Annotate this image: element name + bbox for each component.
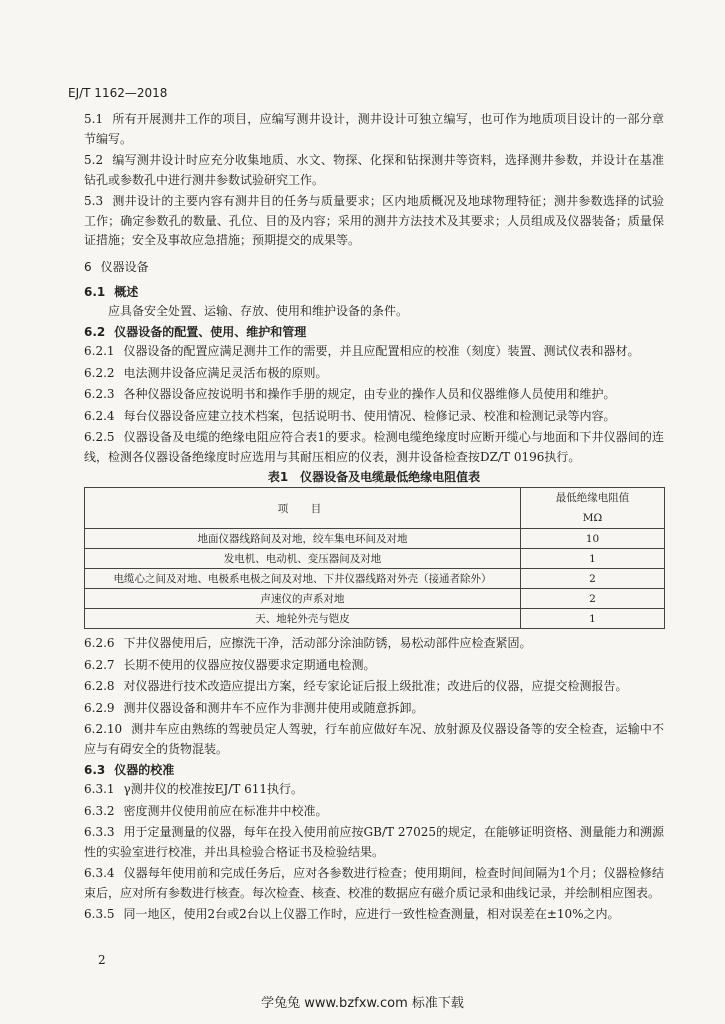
section-number: 6.3	[84, 763, 106, 777]
table-cell-value: 1	[521, 609, 665, 629]
section-6-2-heading	[84, 323, 664, 342]
clause-number: 5.3	[84, 194, 104, 208]
table-row	[85, 529, 665, 549]
table-cell-value: 2	[521, 589, 665, 609]
table-1-title: 表1 仪器设备及电缆最低绝缘电阻值表	[267, 470, 481, 484]
table-row	[85, 589, 665, 609]
clause-6-2-1	[84, 342, 664, 362]
clause-text: 仪器设备的配置应满足测井工作的需要，并且应配置相应的校准（刻度）装置、测试仪表和器材。	[123, 344, 640, 358]
section-6-3-heading	[84, 761, 664, 780]
clause-6-2-2	[84, 364, 664, 384]
table-cell-item: 声速仪的声系对地	[85, 589, 521, 609]
clause-number: 6.2.5	[84, 430, 115, 444]
chapter-title: 仪器设备	[100, 259, 149, 274]
chapter-6-heading	[84, 258, 664, 277]
clause-text: 用于定量测量的仪器，每年在投入使用前应按GB/T 27025的规定，在能够证明资格、测量能力和溯源性的实验室进行校准，并出具检验合格证书及检验结果。	[84, 825, 664, 859]
clause-6-2-6	[84, 634, 664, 654]
clause-number: 6.3.2	[84, 803, 115, 818]
table-header-item: 项 目	[85, 488, 521, 529]
clause-6-2-3	[84, 385, 664, 405]
clause-5-1	[84, 110, 664, 149]
chapter-number: 6	[84, 259, 92, 274]
clause-text: 测井车应由熟练的驾驶员定人驾驶，行车前应做好车况、放射源及仪器设备等的安全检查，运输中不应与有碍安全的货物混装。	[84, 722, 664, 756]
footer-watermark: 学兔兔 www.bzfxw.com 标准下载	[261, 996, 464, 1011]
table-row	[85, 609, 665, 629]
table-header-row	[85, 488, 665, 529]
clause-6-3-5	[84, 905, 664, 925]
clause-number: 6.3.5	[84, 907, 115, 921]
clause-text: 对仪器进行技术改造应提出方案，经专家论证后报上级批准；改进后的仪器，应提交检测报告。	[123, 679, 628, 693]
table-cell-value: 2	[521, 569, 665, 589]
table-cell-item: 发电机、电动机、变压器间及对地	[85, 549, 521, 569]
table-header-value	[521, 488, 665, 529]
clause-6-3-2	[84, 802, 664, 822]
clause-text: 同一地区，使用2台或2台以上仪器工作时，应进行一致性检查测量，相对误差在±10%之内。	[123, 907, 620, 921]
section-number: 6.2	[84, 325, 106, 339]
page-content	[84, 110, 664, 927]
clause-6-2-9	[84, 699, 664, 719]
clause-5-2	[84, 151, 664, 190]
table-cell-value: 1	[521, 549, 665, 569]
clause-6-3-4	[84, 864, 664, 903]
clause-text: 仪器设备及电缆的绝缘电阻应符合表1的要求。检测电缆绝缘度时应断开缆心与地面和下井仪器间的连线，检测各仪器设备绝缘度时应选用与其耐压相应的仪表，测井设备检查按DZ/T 0196执行。	[84, 430, 664, 464]
page-number: 2	[98, 953, 106, 967]
insulation-resistance-table	[84, 487, 665, 629]
clause-text: 下井仪器使用后，应擦洗干净，活动部分涂油防锈，易松动部件应检查紧固。	[123, 636, 532, 650]
standard-code: EJ/T 1162—2018	[68, 86, 168, 100]
section-title: 仪器的校准	[114, 763, 175, 777]
clause-6-3-1	[84, 780, 664, 800]
clause-number: 6.2.9	[84, 700, 115, 715]
clause-text: 各种仪器设备应按说明书和操作手册的规定，由专业的操作人员和仪器维修人员使用和维护。	[123, 387, 616, 401]
clause-text: 测井仪器设备和测井车不应作为非测井使用或随意拆卸。	[123, 700, 424, 715]
clause-6-2-7	[84, 656, 664, 676]
section-6-1-heading	[84, 283, 664, 302]
table-cell-item: 地面仪器线路间及对地，绞车集电环间及对地	[85, 529, 521, 549]
table-cell-item: 天、地轮外壳与铠皮	[85, 609, 521, 629]
clause-number: 6.2.7	[84, 657, 115, 672]
clause-number: 6.2.8	[84, 679, 115, 693]
clause-5-3	[84, 192, 664, 251]
clause-text: 仪器每年使用前和完成任务后，应对各参数进行检查；使用期间，检查时间间隔为1个月；仪器检修结束后，应对所有参数进行核查。每次检查、核查、校准的数据应有磁介质记录和曲线记录，并绘制相应图表。	[84, 866, 664, 900]
clause-number: 6.3.3	[84, 825, 115, 839]
clause-text: 编写测井设计时应充分收集地质、水文、物探、化探和钻探测井等资料，选择测井参数，并设计在基准钻孔或参数孔中进行测井参数试验研究工作。	[84, 153, 664, 187]
clause-number: 6.2.6	[84, 636, 115, 650]
clause-6-2-4	[84, 407, 664, 427]
clause-number: 6.3.4	[84, 866, 115, 880]
clause-number: 6.2.3	[84, 387, 115, 401]
table-row	[85, 569, 665, 589]
clause-number: 6.2.2	[84, 365, 115, 380]
table-header-value-label: 最低绝缘电阻值	[555, 492, 630, 504]
clause-number: 6.2.4	[84, 408, 115, 423]
section-number: 6.1	[84, 284, 106, 299]
clause-number: 5.2	[84, 153, 104, 167]
clause-text: 电法测井设备应满足灵活布极的原则。	[123, 365, 328, 380]
clause-text: γ测井仪的校准按EJ/T 611执行。	[123, 782, 304, 796]
clause-text: 所有开展测井工作的项目，应编写测井设计，测井设计可独立编写，也可作为地质项目设计的一部分章节编写。	[84, 112, 664, 146]
table-cell-value: 10	[521, 529, 665, 549]
table-row	[85, 549, 665, 569]
section-title: 仪器设备的配置、使用、维护和管理	[114, 325, 307, 339]
clause-text: 测井设计的主要内容有测井目的任务与质量要求；区内地质概况及地球物理特征；测井参数选择的试验工作；确定参数孔的数量、孔位、目的及内容；采用的测井方法技术及其要求；人员组成及仪器装备；质量保证措施；安全及事故应急措施；预期提交的成果等。	[84, 194, 664, 247]
table-header-unit: MΩ	[582, 512, 603, 524]
clause-number: 6.2.1	[84, 344, 115, 358]
section-6-1-text: 应具备安全处置、运输、存放、使用和维护设备的条件。	[108, 303, 409, 318]
clause-text: 长期不使用的仪器应按仪器要求定期通电检测。	[123, 657, 376, 672]
clause-6-2-5	[84, 428, 664, 467]
clause-number: 6.3.1	[84, 782, 115, 796]
table-cell-item: 电缆心之间及对地、电极系电极之间及对地、下井仪器线路对外壳（接通者除外）	[85, 569, 521, 589]
clause-text: 密度测井仪使用前应在标准井中校准。	[123, 803, 328, 818]
clause-number: 6.2.10	[84, 722, 123, 736]
clause-6-2-8	[84, 677, 664, 697]
clause-text: 每台仪器设备应建立技术档案，包括说明书、使用情况、检修记录、校准和检测记录等内容。	[123, 408, 616, 423]
section-title: 概述	[114, 284, 139, 299]
clause-number: 5.1	[84, 112, 104, 126]
clause-6-2-10	[84, 720, 664, 759]
clause-6-3-3	[84, 823, 664, 862]
